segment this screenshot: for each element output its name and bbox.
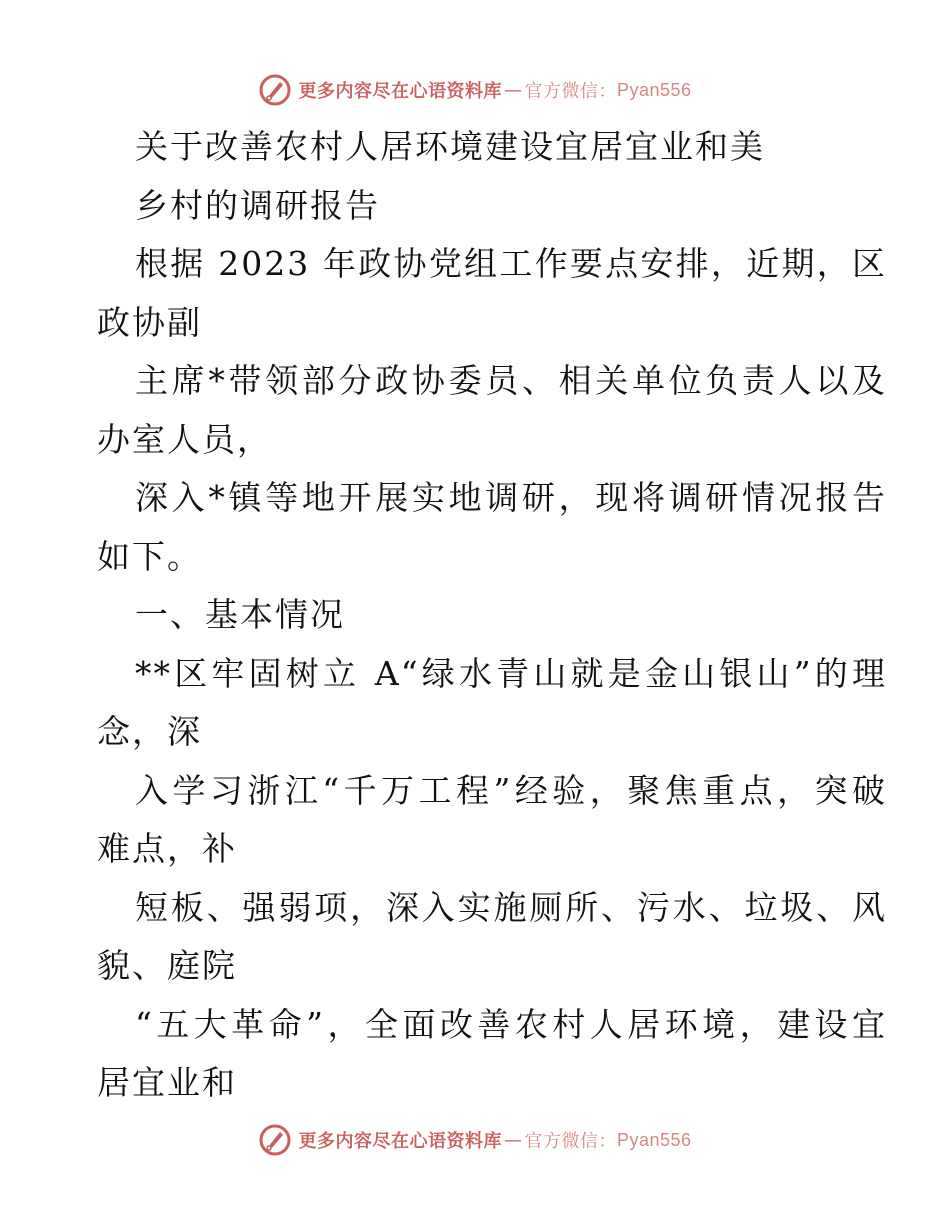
text-line: 一、基本情况	[135, 595, 345, 634]
banner-wechat-handle: Pyan556	[616, 79, 692, 100]
text-line: 居宜业和	[97, 1063, 237, 1102]
banner-wechat-handle: Pyan556	[616, 1129, 692, 1150]
banner-separator: —	[503, 79, 523, 101]
text-line: 念，深	[97, 712, 202, 751]
banner-brand-text: 更多内容尽在心语资料库	[298, 1131, 502, 1152]
header-watermark-banner	[0, 70, 950, 110]
banner-wechat-label: 官方微信：	[524, 1131, 617, 1152]
text-line: 办室人员，	[97, 419, 272, 459]
text-line: 根据 2023 年政协党组工作要点安排，近期，区	[135, 244, 887, 283]
text-line: 貌、庭院	[97, 946, 237, 985]
footer-watermark-banner	[0, 1120, 950, 1160]
quill-seal-logo-icon	[258, 1123, 292, 1157]
text-line: 深入*镇等地开展实地调研，现将调研情况报告	[135, 478, 887, 517]
text-line: “五大革命”，全面改善农村人居环境，建设宜	[135, 1004, 887, 1044]
text-line: 主席*带领部分政协委员、相关单位负责人以及	[135, 361, 887, 400]
text-line: **区牢固树立 A“绿水青山就是金山银山”的理	[135, 653, 887, 693]
banner-brand-text: 更多内容尽在心语资料库	[298, 81, 502, 102]
document-body	[97, 118, 887, 1113]
quill-seal-logo-icon	[258, 73, 292, 107]
banner-wechat-label: 官方微信：	[524, 81, 617, 102]
banner-separator: —	[503, 1129, 523, 1151]
text-line: 难点，补	[97, 829, 237, 868]
text-line: 政协副	[97, 302, 202, 342]
text-line: 入学习浙江“千万工程”经验，聚焦重点，突破	[135, 770, 887, 810]
text-line: 如下。	[97, 536, 202, 576]
text-line: 乡村的调研报告	[135, 185, 380, 225]
text-line: 短板、强弱项，深入实施厕所、污水、垃圾、风	[135, 887, 887, 927]
text-line: 关于改善农村人居环境建设宜居宜业和美	[135, 127, 765, 166]
